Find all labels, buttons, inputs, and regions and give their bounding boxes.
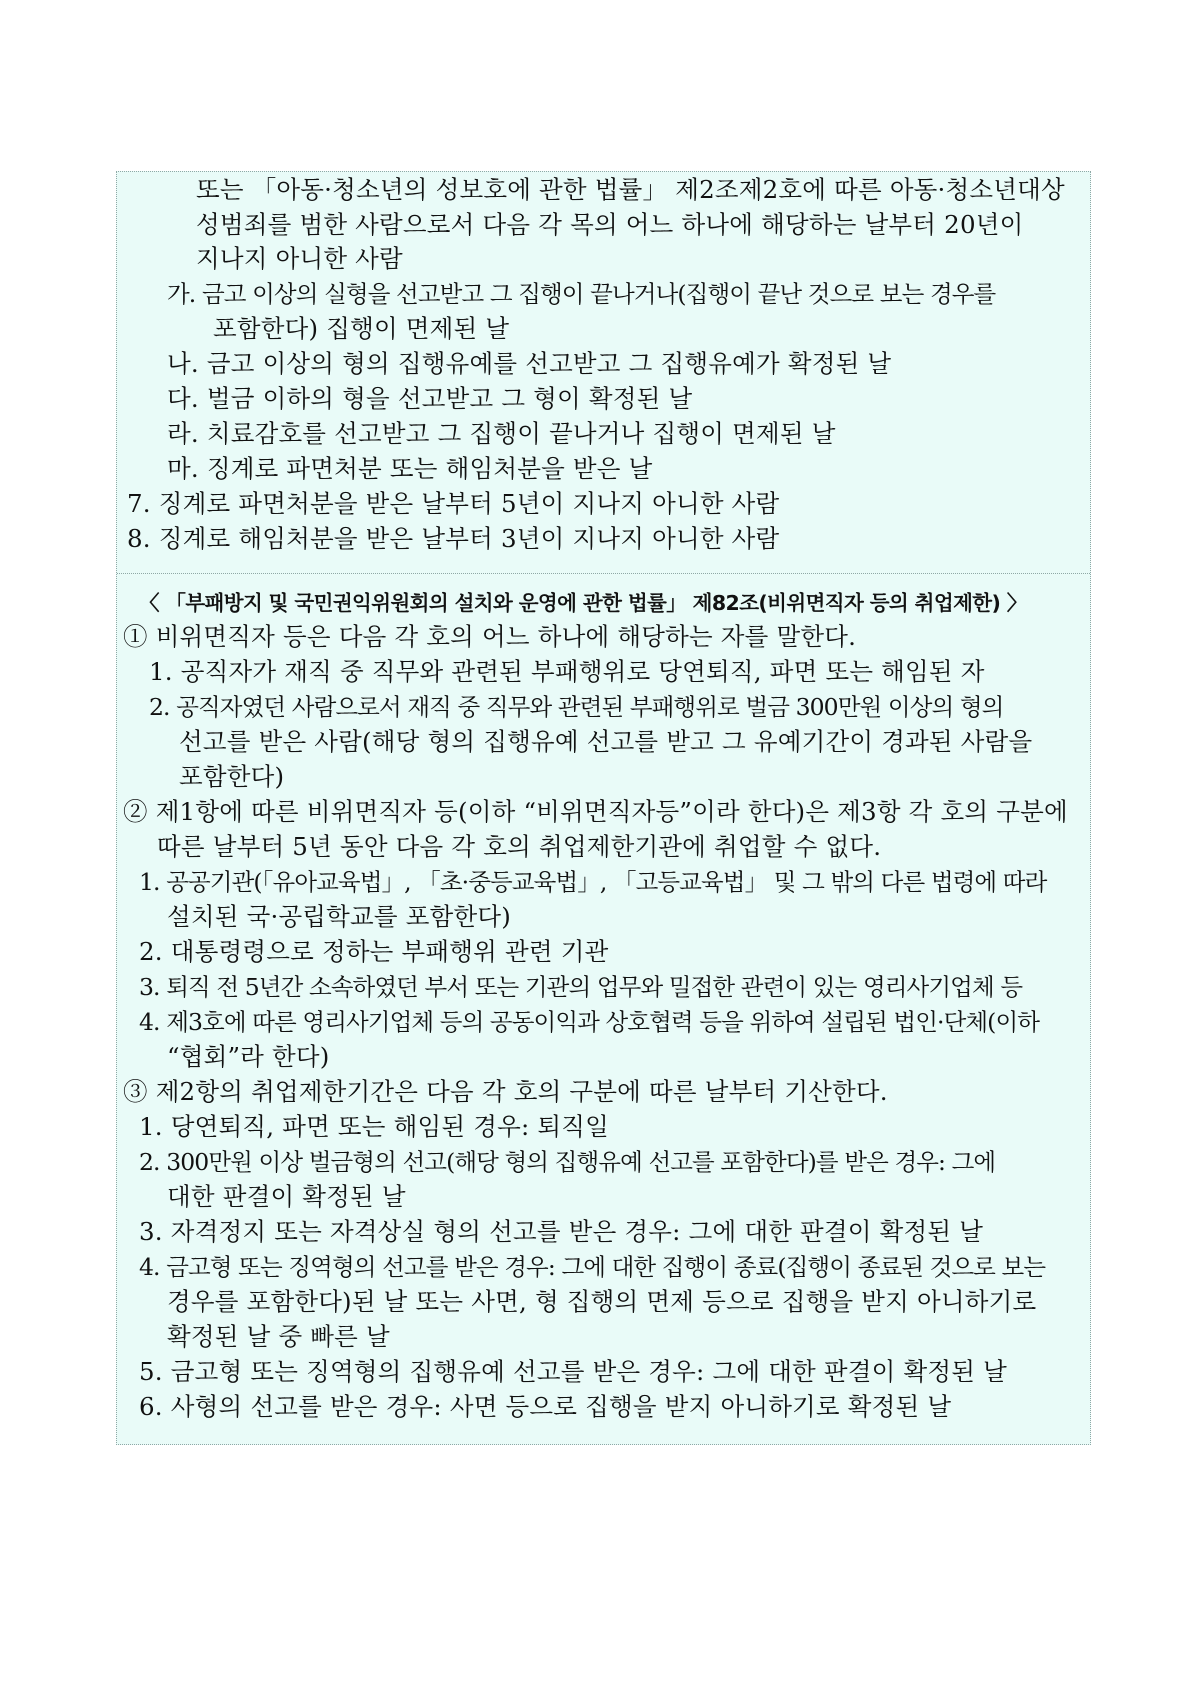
list-item-na: 나. 금고 이상의 형의 집행유예를 선고받고 그 집행유예가 확정된 날 xyxy=(167,349,892,378)
list-item: 4. 제3호에 따른 영리사기업체 등의 공동이익과 상호협력 등을 위하여 설립된 법인·단체(이하 xyxy=(139,1008,1040,1036)
list-item: 1. 공직자가 재직 중 직무와 관련된 부패행위로 당연퇴직, 파면 또는 해임된 자 xyxy=(149,657,985,686)
list-item-8: 8. 징계로 해임처분을 받은 날부터 3년이 지나지 아니한 사람 xyxy=(127,524,780,553)
text-line: 확정된 날 중 빠른 날 xyxy=(167,1322,390,1351)
article-heading: 〈 「부패방지 및 국민권익위원회의 설치와 운영에 관한 법률」 제82조(비위면직자 등의 취업제한) 〉 xyxy=(139,591,1027,615)
text-line: 대한 판결이 확정된 날 xyxy=(167,1182,406,1211)
list-item-ra: 라. 치료감호를 선고받고 그 집행이 끝나거나 집행이 면제된 날 xyxy=(167,419,836,448)
list-item: 1. 공공기관(「유아교육법」, 「초·중등교육법」, 「고등교육법」 및 그 밖의 다른 법령에 따라 xyxy=(139,868,1047,896)
list-item: 6. 사형의 선고를 받은 경우: 사면 등으로 집행을 받지 아니하기로 확정된 날 xyxy=(139,1392,952,1421)
paragraph-2: ② 제1항에 따른 비위면직자 등(이하 “비위면직자등”이라 한다)은 제3항 각 호의 구분에 xyxy=(123,797,1068,826)
list-item-ma: 마. 징계로 파면처분 또는 해임처분을 받은 날 xyxy=(167,454,653,483)
list-item-7: 7. 징계로 파면처분을 받은 날부터 5년이 지나지 아니한 사람 xyxy=(127,489,780,518)
text-line: 선고를 받은 사람(해당 형의 집행유예 선고를 받고 그 유예기간이 경과된 사람을 xyxy=(179,727,1033,756)
list-item: 1. 당연퇴직, 파면 또는 해임된 경우: 퇴직일 xyxy=(139,1112,610,1141)
paragraph-1: ① 비위면직자 등은 다음 각 호의 어느 하나에 해당하는 자를 말한다. xyxy=(123,622,857,651)
section-article-82 xyxy=(117,574,1090,1444)
text-line: 또는 「아동·청소년의 성보호에 관한 법률」 제2조제2호에 따른 아동·청소년대상 xyxy=(196,175,1065,204)
list-item-ga: 가. 금고 이상의 실형을 선고받고 그 집행이 끝나거나(집행이 끝난 것으로 보는 경우를 xyxy=(167,280,996,308)
text-line: 경우를 포함한다)된 날 또는 사면, 형 집행의 면제 등으로 집행을 받지 아니하기로 xyxy=(167,1287,1037,1316)
list-item-da: 다. 벌금 이하의 형을 선고받고 그 형이 확정된 날 xyxy=(167,384,693,413)
list-item: 4. 금고형 또는 징역형의 선고를 받은 경우: 그에 대한 집행이 종료(집행이 종료된 것으로 보는 xyxy=(139,1253,1046,1281)
list-item: 3. 퇴직 전 5년간 소속하였던 부서 또는 기관의 업무와 밀접한 관련이 있는 영리사기업체 등 xyxy=(139,973,1023,1001)
text-line: 따른 날부터 5년 동안 다음 각 호의 취업제한기관에 취업할 수 없다. xyxy=(157,832,882,861)
list-item: 2. 300만원 이상 벌금형의 선고(해당 형의 집행유예 선고를 포함한다)를 받은 경우: 그에 xyxy=(139,1148,996,1176)
list-item: 5. 금고형 또는 징역형의 집행유예 선고를 받은 경우: 그에 대한 판결이 확정된 날 xyxy=(139,1357,1007,1386)
text-line: “협회”라 한다) xyxy=(167,1042,330,1071)
list-item: 2. 공직자였던 사람으로서 재직 중 직무와 관련된 부패행위로 벌금 300만원 이상의 형의 xyxy=(149,693,1004,721)
section-continuation xyxy=(117,172,1090,574)
text-line: 포함한다) 집행이 면제된 날 xyxy=(213,314,510,343)
text-line: 성범죄를 범한 사람으로서 다음 각 목의 어느 하나에 해당하는 날부터 20년이 xyxy=(196,210,1024,239)
text-line: 지나지 아니한 사람 xyxy=(196,244,403,273)
law-text-box xyxy=(116,171,1091,1445)
text-line: 설치된 국·공립학교를 포함한다) xyxy=(167,902,511,931)
list-item: 3. 자격정지 또는 자격상실 형의 선고를 받은 경우: 그에 대한 판결이 확정된 날 xyxy=(139,1217,984,1246)
text-line: 포함한다) xyxy=(179,762,285,791)
paragraph-3: ③ 제2항의 취업제한기간은 다음 각 호의 구분에 따른 날부터 기산한다. xyxy=(123,1077,888,1106)
list-item: 2. 대통령령으로 정하는 부패행위 관련 기관 xyxy=(139,937,609,966)
